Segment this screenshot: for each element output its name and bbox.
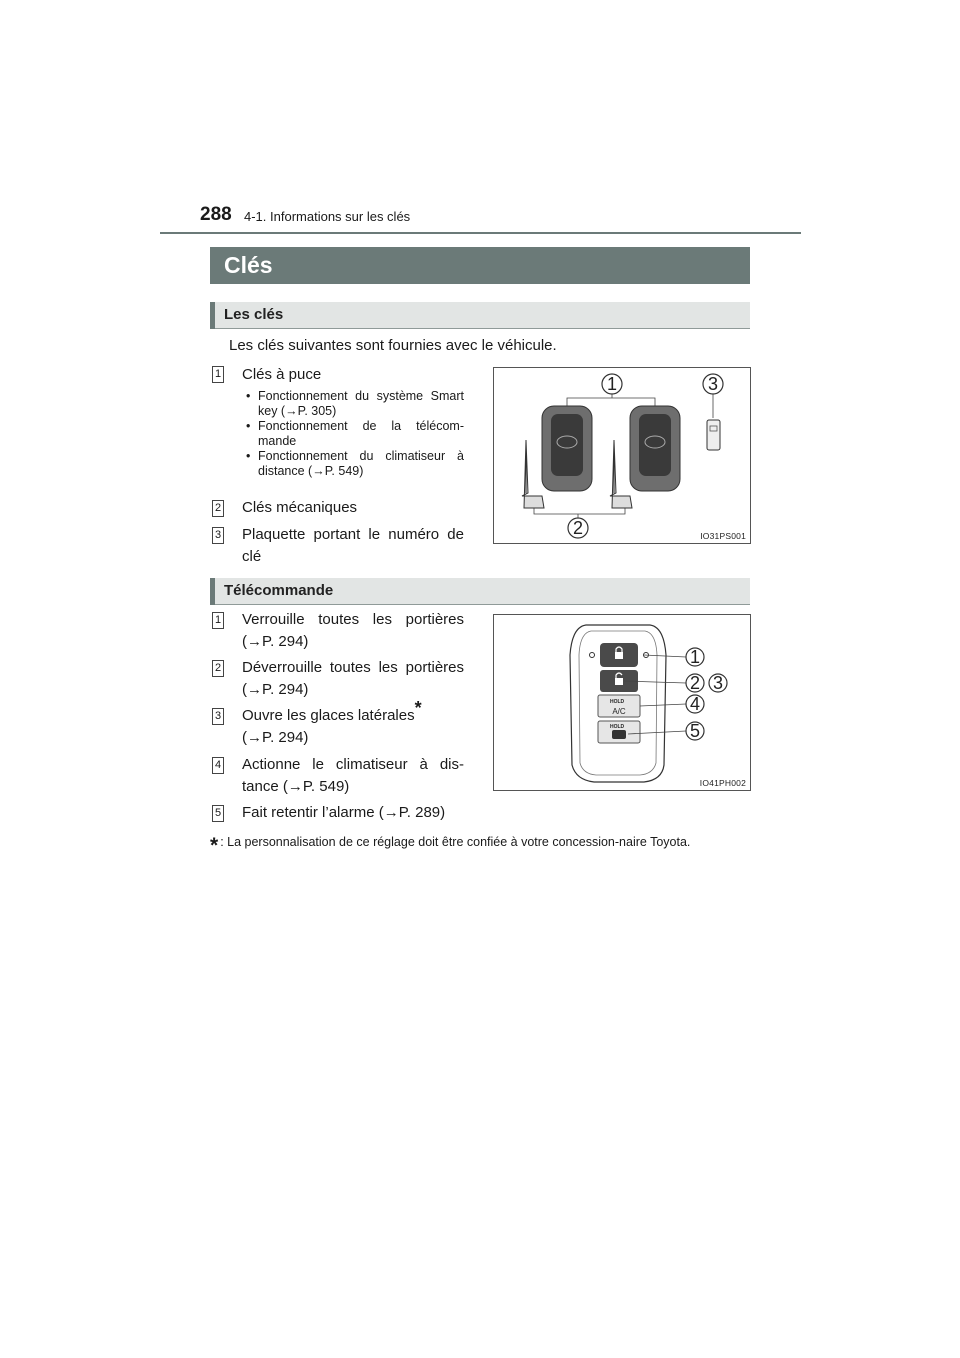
keys-illustration xyxy=(494,368,750,543)
item-mechanical-keys: Clés mécaniques xyxy=(242,499,358,516)
ac-hold-label: HOLD xyxy=(610,699,625,705)
item-open-windows-label: Ouvre les glaces latérales xyxy=(242,707,415,724)
bullet-item: • Fonctionnement de la télécom-mande xyxy=(244,419,464,449)
page-number: 288 xyxy=(200,204,232,225)
bullet-item: • Fonctionnement du système Smart key (→P. 305) xyxy=(244,389,464,419)
keys-figure xyxy=(493,367,751,544)
item-smart-keys: Clés à puce xyxy=(242,366,322,383)
footnote xyxy=(210,833,750,855)
footnote-star: * xyxy=(210,834,219,857)
item-number: 1 xyxy=(212,366,224,383)
item-number: 3 xyxy=(212,708,224,725)
callout-5: 5 xyxy=(689,721,701,741)
figure-code: IO31PS001 xyxy=(700,531,746,541)
remote-illustration xyxy=(494,615,750,790)
mechanical-key-icon xyxy=(610,440,632,508)
subheading-telecommande xyxy=(210,578,750,605)
key-number-plate-icon xyxy=(707,420,720,450)
smart-key-icon xyxy=(630,406,680,491)
item-number: 1 xyxy=(212,612,224,629)
subheading-telecommande-label: Télécommande xyxy=(224,582,334,599)
callout-2: 2 xyxy=(689,673,701,693)
ac-label: A/C xyxy=(612,707,626,716)
panic-hold-label: HOLD xyxy=(610,724,625,730)
bullet-item: • Fonctionnement du climatiseur à distance (→P. 549) xyxy=(244,449,464,479)
item-number: 2 xyxy=(212,500,224,517)
callout-1: 1 xyxy=(606,374,618,394)
callout-3: 3 xyxy=(707,374,719,394)
callout-1: 1 xyxy=(689,647,701,667)
item-number: 5 xyxy=(212,805,224,822)
item-climate-control: Actionne le climatiseur à dis-tance (→P. 549) xyxy=(242,756,464,795)
intro-text: Les clés suivantes sont fournies avec le véhicule. xyxy=(229,337,557,354)
smart-key-icon xyxy=(542,406,592,491)
chapter-title: Clés xyxy=(224,252,273,278)
asterisk: * xyxy=(414,698,422,718)
callout-3: 3 xyxy=(712,673,724,693)
item-open-windows xyxy=(242,698,464,749)
remote-figure xyxy=(493,614,751,791)
footnote-text: : La personnalisation de ce réglage doit être confiée à votre concession-naire Toyota. xyxy=(220,835,691,849)
header-rule xyxy=(160,232,801,234)
callout-2: 2 xyxy=(572,518,584,538)
chapter-title-bar xyxy=(210,247,750,284)
subheading-les-cles xyxy=(210,302,750,329)
item-alarm: Fait retentir l’alarme (→P. 289) xyxy=(242,804,446,821)
item-number: 3 xyxy=(212,527,224,544)
item-number: 2 xyxy=(212,660,224,677)
item-number: 4 xyxy=(212,757,224,774)
item-key-number-plate: Plaquette portant le numéro de clé xyxy=(242,526,464,565)
callout-4: 4 xyxy=(689,694,701,714)
item-open-windows-ref: (→P. 294) xyxy=(242,729,309,746)
mechanical-key-icon xyxy=(522,440,544,508)
section-title: 4-1. Informations sur les clés xyxy=(244,209,411,224)
item-unlock-doors: Déverrouille toutes les portières (→P. 294) xyxy=(242,659,464,698)
subheading-les-cles-label: Les clés xyxy=(224,306,284,323)
bullet-list xyxy=(244,389,464,479)
item-lock-doors: Verrouille toutes les portières (→P. 294) xyxy=(242,611,464,650)
figure-code: IO41PH002 xyxy=(699,778,746,788)
